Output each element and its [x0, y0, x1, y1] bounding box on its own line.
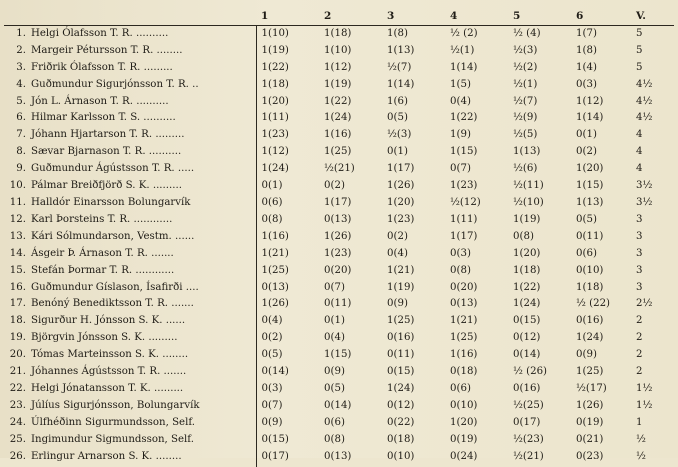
round-3-result: 1(20)	[387, 196, 415, 208]
round-6-result: ½(17)	[576, 382, 607, 394]
player-rank: 13.	[9, 230, 26, 242]
player-name: Pálmar Breiðfjörð S. K. .........	[31, 180, 182, 192]
player-rank: 4.	[16, 78, 26, 90]
total-score: 1½	[636, 399, 653, 411]
round-3-result: 0(4)	[387, 247, 408, 259]
round-4-result: 1(15)	[450, 146, 478, 158]
round-3-result: 0(10)	[387, 451, 415, 463]
player-cell	[4, 43, 256, 60]
total-score: 4½	[636, 95, 653, 107]
player-rank: 1.	[16, 27, 26, 39]
total-score: ½	[636, 451, 646, 463]
round-3-result: 0(5)	[387, 112, 408, 124]
player-cell	[4, 110, 256, 127]
player-cell	[4, 246, 256, 263]
round-2-result: 0(4)	[324, 332, 345, 344]
round-2-result: 0(13)	[324, 451, 352, 463]
round-3-result: 0(11)	[387, 349, 415, 361]
round-5-result: ½(10)	[513, 196, 544, 208]
player-name: Helgi Ólafsson T. R. ..........	[31, 27, 169, 39]
round-2-result: 0(1)	[324, 315, 345, 327]
table-row	[4, 330, 674, 347]
total-score: 2	[636, 366, 643, 378]
table-row	[4, 25, 674, 42]
table-row	[4, 94, 674, 111]
round-4-result: 1(14)	[450, 61, 478, 73]
total-score: 3	[636, 247, 643, 259]
round-1-result: 1(23)	[261, 129, 289, 141]
round-4-result: 0(4)	[450, 95, 471, 107]
table-row	[4, 347, 674, 364]
round-5-result: ½(5)	[513, 129, 538, 141]
round-2-result: 1(24)	[324, 112, 352, 124]
round-6-result: 0(19)	[576, 416, 604, 428]
player-name: Halldór Einarsson Bolungarvík	[31, 196, 191, 208]
round-3-result: ½(7)	[387, 61, 412, 73]
player-rank: 20.	[9, 349, 26, 361]
total-score: ½	[636, 433, 646, 445]
table-row	[4, 144, 674, 161]
round-2-result: 0(7)	[324, 281, 345, 293]
player-cell	[4, 330, 256, 347]
round-4-result: 0(3)	[450, 247, 471, 259]
round-1-result: 1(19)	[261, 44, 289, 56]
round-2-result: 0(9)	[324, 366, 345, 378]
round-1-result: 0(14)	[261, 366, 289, 378]
player-cell	[4, 280, 256, 297]
table-row	[4, 127, 674, 144]
round-5-result: ½(23)	[513, 433, 544, 445]
round-4-result: 1(22)	[450, 112, 478, 124]
round-1-result: 0(2)	[261, 332, 283, 344]
player-cell	[4, 398, 256, 415]
round-5-result: ½ (26)	[513, 366, 548, 378]
player-cell	[4, 178, 256, 195]
round-6-result: 1(14)	[576, 112, 604, 124]
player-name: Kári Sólmundarson, Vestm. ......	[31, 230, 195, 242]
player-cell	[4, 364, 256, 381]
player-rank: 18.	[9, 315, 26, 327]
round-3-result: 1(21)	[387, 264, 415, 276]
player-rank: 26.	[9, 451, 26, 463]
round-2-result: 0(14)	[324, 399, 352, 411]
player-name: Tómas Marteinsson S. K. ........	[31, 349, 189, 361]
round-3-result: 1(19)	[387, 281, 415, 293]
total-score: 3½	[636, 196, 653, 208]
round-1-result: 1(20)	[261, 95, 289, 107]
player-cell	[4, 313, 256, 330]
total-score: 1	[636, 416, 643, 428]
total-score: 3	[636, 230, 643, 242]
round-1-result: 1(26)	[261, 298, 289, 310]
table-row	[4, 229, 674, 246]
player-rank: 2.	[16, 44, 26, 56]
round-1-result: 1(11)	[261, 112, 289, 124]
tournament-crosstable	[4, 8, 674, 467]
total-score: 4½	[636, 112, 653, 124]
round-1-result: 1(18)	[261, 78, 289, 90]
round-5-result: 1(24)	[513, 298, 541, 310]
header-round-6: 6	[576, 10, 584, 22]
player-name: Friðrik Ólafsson T. R. .........	[31, 61, 173, 73]
player-rank: 14.	[9, 247, 26, 259]
player-name: Sævar Bjarnason T. R. ..........	[31, 146, 182, 158]
player-name: Úlfhéðinn Sigurmundsson, Self.	[31, 416, 195, 428]
round-6-result: 1(15)	[576, 180, 604, 192]
round-1-result: 0(9)	[261, 416, 283, 428]
round-4-result: 1(5)	[450, 78, 471, 90]
round-2-result: 1(19)	[324, 78, 352, 90]
round-5-result: ½(25)	[513, 399, 544, 411]
round-3-result: 1(23)	[387, 213, 415, 225]
round-2-result: 0(13)	[324, 213, 352, 225]
player-rank: 23.	[9, 399, 26, 411]
round-3-result: 0(16)	[387, 332, 415, 344]
round-6-result: ½ (22)	[576, 298, 611, 310]
round-2-result: 0(11)	[324, 298, 352, 310]
player-cell	[4, 415, 256, 432]
round-5-result: 1(20)	[513, 247, 541, 259]
round-4-result: 0(19)	[450, 433, 478, 445]
round-6-result: 1(18)	[576, 281, 604, 293]
player-rank: 21.	[9, 366, 26, 378]
total-score: 5	[636, 61, 643, 73]
header-round-2: 2	[324, 10, 332, 22]
round-2-result: 0(5)	[324, 382, 345, 394]
player-rank: 10.	[9, 180, 26, 192]
round-6-result: 1(13)	[576, 196, 604, 208]
round-5-result: ½(7)	[513, 95, 538, 107]
round-1-result: 0(1)	[261, 180, 283, 192]
round-6-result: 0(9)	[576, 349, 597, 361]
round-6-result: 0(11)	[576, 230, 604, 242]
total-score: 5	[636, 44, 643, 56]
header-round-3: 3	[387, 10, 395, 22]
round-2-result: 1(12)	[324, 61, 352, 73]
round-5-result: 0(16)	[513, 382, 541, 394]
table-row	[4, 296, 674, 313]
player-name: Ásgeir Þ. Árnason T. R. .......	[31, 247, 174, 259]
total-score: 4	[636, 129, 643, 141]
round-4-result: 1(20)	[450, 416, 478, 428]
round-2-result: 1(16)	[324, 129, 352, 141]
player-rank: 7.	[16, 129, 26, 141]
round-5-result: 1(19)	[513, 213, 541, 225]
table-row	[4, 161, 674, 178]
round-6-result: 1(8)	[576, 44, 597, 56]
player-name: Stefán Þormar T. R. ............	[31, 264, 175, 276]
player-name: Júlíus Sigurjónsson, Bolungarvík	[31, 399, 200, 411]
player-cell	[4, 94, 256, 111]
round-2-result: 1(26)	[324, 230, 352, 242]
table-row	[4, 398, 674, 415]
player-cell	[4, 144, 256, 161]
player-name: Ingimundur Sigmundsson, Self.	[31, 433, 194, 445]
table-row	[4, 77, 674, 94]
round-4-result: 0(13)	[450, 298, 478, 310]
round-1-result: 1(24)	[261, 163, 289, 175]
player-name: Jón L. Árnason T. R. ..........	[31, 95, 169, 107]
table-row	[4, 43, 674, 60]
round-3-result: 1(13)	[387, 44, 415, 56]
player-rank: 12.	[9, 213, 26, 225]
player-cell	[4, 77, 256, 94]
player-name: Guðmundur Gíslason, Ísafirði ....	[31, 281, 199, 293]
player-name: Hilmar Karlsson T. S. ..........	[31, 112, 176, 124]
round-4-result: 1(23)	[450, 180, 478, 192]
round-1-result: 1(25)	[261, 264, 289, 276]
table-row	[4, 381, 674, 398]
round-3-result: 1(17)	[387, 163, 415, 175]
table-row	[4, 60, 674, 77]
table-body	[4, 25, 674, 466]
round-3-result: 1(25)	[387, 315, 415, 327]
total-score: 3	[636, 264, 643, 276]
total-score: 1½	[636, 382, 653, 394]
player-rank: 6.	[16, 112, 26, 124]
round-1-result: 1(22)	[261, 61, 289, 73]
round-6-result: 0(21)	[576, 433, 604, 445]
table-row	[4, 263, 674, 280]
round-6-result: 1(25)	[576, 366, 604, 378]
round-6-result: 0(5)	[576, 213, 597, 225]
round-5-result: ½(11)	[513, 180, 544, 192]
table-row	[4, 280, 674, 297]
round-1-result: 0(5)	[261, 349, 283, 361]
round-1-result: 0(17)	[261, 451, 289, 463]
round-3-result: 1(8)	[387, 27, 408, 39]
total-score: 3½	[636, 180, 653, 192]
round-2-result: 0(6)	[324, 416, 345, 428]
round-2-result: 0(20)	[324, 264, 352, 276]
round-2-result: 1(15)	[324, 349, 352, 361]
player-rank: 9.	[16, 163, 26, 175]
player-name: Sigurður H. Jónsson S. K. ......	[31, 315, 186, 327]
total-score: 3	[636, 213, 643, 225]
total-score: 4½	[636, 78, 653, 90]
round-2-result: 1(17)	[324, 196, 352, 208]
round-6-result: 1(26)	[576, 399, 604, 411]
round-5-result: ½(1)	[513, 78, 538, 90]
table-row	[4, 212, 674, 229]
header-player-column	[4, 8, 256, 25]
player-cell	[4, 432, 256, 449]
round-4-result: 0(8)	[450, 264, 471, 276]
player-cell	[4, 263, 256, 280]
round-3-result: 1(24)	[387, 382, 415, 394]
round-2-result: 1(22)	[324, 95, 352, 107]
round-4-result: 0(7)	[450, 163, 471, 175]
table-row	[4, 246, 674, 263]
round-6-result: 0(6)	[576, 247, 597, 259]
table-row	[4, 178, 674, 195]
round-1-result: 1(10)	[261, 27, 289, 39]
round-5-result: 1(22)	[513, 281, 541, 293]
round-1-result: 1(16)	[261, 230, 289, 242]
round-6-result: 1(12)	[576, 95, 604, 107]
total-score: 2½	[636, 298, 653, 310]
round-3-result: 0(2)	[387, 230, 408, 242]
round-1-result: 1(21)	[261, 247, 289, 259]
round-5-result: 0(14)	[513, 349, 541, 361]
round-1-result: 0(6)	[261, 196, 283, 208]
round-3-result: 1(14)	[387, 78, 415, 90]
round-4-result: 1(17)	[450, 230, 478, 242]
round-6-result: 0(1)	[576, 129, 597, 141]
round-3-result: 1(6)	[387, 95, 408, 107]
round-4-result: 0(6)	[450, 382, 471, 394]
round-5-result: ½(6)	[513, 163, 538, 175]
player-name: Guðmundur Ágústsson T. R. .....	[31, 163, 195, 175]
round-3-result: ½(3)	[387, 129, 412, 141]
round-2-result: 1(18)	[324, 27, 352, 39]
round-5-result: 1(13)	[513, 146, 541, 158]
table-row	[4, 195, 674, 212]
round-3-result: 0(15)	[387, 366, 415, 378]
round-2-result: 1(23)	[324, 247, 352, 259]
table-row	[4, 432, 674, 449]
round-1-result: 0(7)	[261, 399, 283, 411]
round-1-result: 0(4)	[261, 315, 283, 327]
round-2-result: 0(2)	[324, 180, 345, 192]
round-2-result: 1(10)	[324, 44, 352, 56]
header-round-4: 4	[450, 10, 458, 22]
player-rank: 15.	[9, 264, 26, 276]
player-rank: 22.	[9, 382, 26, 394]
player-rank: 16.	[9, 281, 26, 293]
round-6-result: 0(10)	[576, 264, 604, 276]
round-2-result: ½(21)	[324, 163, 355, 175]
player-name: Helgi Jónatansson T. K. .........	[31, 382, 184, 394]
table-header	[4, 8, 674, 25]
player-name: Guðmundur Sigurjónsson T. R. ..	[31, 78, 199, 90]
round-1-result: 0(15)	[261, 433, 289, 445]
round-5-result: ½ (4)	[513, 27, 541, 39]
player-rank: 17.	[9, 298, 26, 310]
round-6-result: 0(23)	[576, 451, 604, 463]
round-5-result: 0(15)	[513, 315, 541, 327]
round-4-result: 1(25)	[450, 332, 478, 344]
total-score: 4	[636, 146, 643, 158]
player-name: Jóhannes Ágústsson T. R. .......	[31, 366, 187, 378]
round-4-result: 1(16)	[450, 349, 478, 361]
round-4-result: 0(24)	[450, 451, 478, 463]
table-row	[4, 415, 674, 432]
round-5-result: ½(9)	[513, 112, 538, 124]
player-name: Björgvin Jónsson S. K. .........	[31, 332, 178, 344]
round-4-result: 1(11)	[450, 213, 478, 225]
player-rank: 11.	[9, 196, 26, 208]
header-round-1: 1	[261, 10, 269, 22]
player-rank: 3.	[16, 61, 26, 73]
round-3-result: 0(22)	[387, 416, 415, 428]
player-cell	[4, 25, 256, 42]
player-rank: 5.	[16, 95, 26, 107]
table-row	[4, 364, 674, 381]
round-5-result: 0(8)	[513, 230, 534, 242]
player-rank: 8.	[16, 146, 26, 158]
round-6-result: 1(20)	[576, 163, 604, 175]
player-cell	[4, 161, 256, 178]
round-1-result: 0(8)	[261, 213, 283, 225]
round-4-result: 0(18)	[450, 366, 478, 378]
round-6-result: 1(4)	[576, 61, 597, 73]
player-name: Margeir Pétursson T. R. ........	[31, 44, 183, 56]
round-6-result: 0(2)	[576, 146, 597, 158]
table-row	[4, 110, 674, 127]
total-score: 3	[636, 281, 643, 293]
player-name: Erlingur Arnarson S. K. ........	[31, 451, 182, 463]
header-row	[4, 8, 674, 25]
player-cell	[4, 212, 256, 229]
round-5-result: ½(3)	[513, 44, 538, 56]
round-2-result: 0(8)	[324, 433, 345, 445]
round-5-result: ½(2)	[513, 61, 538, 73]
player-rank: 25.	[9, 433, 26, 445]
round-2-result: 1(25)	[324, 146, 352, 158]
round-4-result: ½ (2)	[450, 27, 478, 39]
round-6-result: 0(16)	[576, 315, 604, 327]
header-round-5: 5	[513, 10, 521, 22]
round-5-result: 0(17)	[513, 416, 541, 428]
round-1-result: 1(12)	[261, 146, 289, 158]
total-score: 4	[636, 163, 643, 175]
round-4-result: 0(10)	[450, 399, 478, 411]
player-rank: 19.	[9, 332, 26, 344]
player-rank: 24.	[9, 416, 26, 428]
total-score: 2	[636, 349, 643, 361]
total-score: 2	[636, 332, 643, 344]
table-row	[4, 313, 674, 330]
round-6-result: 0(3)	[576, 78, 597, 90]
round-3-result: 0(12)	[387, 399, 415, 411]
player-cell	[4, 296, 256, 313]
player-cell	[4, 195, 256, 212]
round-5-result: 0(12)	[513, 332, 541, 344]
player-cell	[4, 127, 256, 144]
header-score: V.	[636, 10, 646, 22]
round-5-result: 1(18)	[513, 264, 541, 276]
round-6-result: 1(24)	[576, 332, 604, 344]
total-score: 2	[636, 315, 643, 327]
total-score: 5	[636, 27, 643, 39]
player-cell	[4, 381, 256, 398]
round-4-result: 0(20)	[450, 281, 478, 293]
player-name: Karl Þorsteins T. R. ............	[31, 213, 173, 225]
player-name: Benóný Benediktsson T. R. .......	[31, 298, 194, 310]
round-3-result: 1(26)	[387, 180, 415, 192]
round-4-result: 1(21)	[450, 315, 478, 327]
round-6-result: 1(7)	[576, 27, 597, 39]
round-4-result: 1(9)	[450, 129, 471, 141]
round-1-result: 0(13)	[261, 281, 289, 293]
player-cell	[4, 60, 256, 77]
player-cell	[4, 347, 256, 364]
round-3-result: 0(18)	[387, 433, 415, 445]
round-5-result: ½(21)	[513, 451, 544, 463]
player-cell	[4, 229, 256, 246]
round-1-result: 0(3)	[261, 382, 283, 394]
player-name: Jóhann Hjartarson T. R. .........	[31, 129, 185, 141]
round-3-result: 0(9)	[387, 298, 408, 310]
round-4-result: ½(1)	[450, 44, 475, 56]
round-3-result: 0(1)	[387, 146, 408, 158]
round-4-result: ½(12)	[450, 196, 481, 208]
